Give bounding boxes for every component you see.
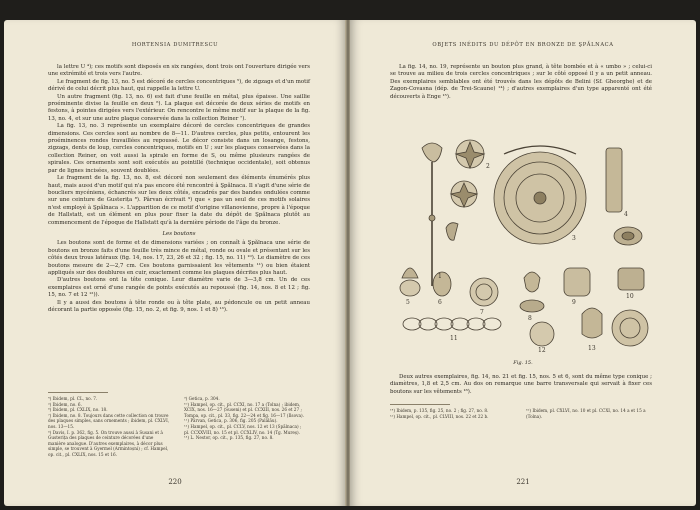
paragraph: Le fragment de fig. 13, no. 5 est décoré de cercles concentriques ⁵), de zigzags et d'un motif dérivé de celui décrit plus haut, qui rappelle la lettre U. <box>48 78 310 93</box>
paragraph: D'autres boutons ont la tête conique. Leur diamètre varie de 3—3,8 cm. Un de ces exemplaires est orné d'une rangée de points exécutés au repoussé (fig. 14, nos. 8 et 12 ; fig. 15, no. 7 et 12 ¹²)). <box>48 277 310 299</box>
paragraph: La fig. 14, no. 19, représente un bouton plus grand, à tête bombée et à « umbo » ; celui-ci se trouve au milieu de trois cercles concentriques ; sur le côté opposé il y a un petit anneau. Des exemplaires semblables ont été trouvés dans les dépôts de Belini (Sf. Gheorghe) et de Zagon-Covasna (dép. de Trei-Scaune) ¹⁴) ; d'autres exemplaires d'un type apparenté ont été découverts à Enge ¹⁵). <box>390 64 652 100</box>
footnote-rule <box>390 404 450 405</box>
figure-label: 9 <box>572 299 576 306</box>
right-page <box>350 20 696 506</box>
footnote: ⁷) Ibidem, no. 8. Toujours dans cette collection on trouve des plaques simples, sans ornements ; ibidem, pl. CXLVI, nos. 13—15. <box>48 412 170 429</box>
paragraph: Un autre fragment (fig. 13, no. 6) est fait d'une feuille en métal, plus épaisse. Une saillie proéminente divise la feuille en deux ⁶). La plaque est décorée de deux séries de motifs en festons, à pointes dirigées vers l'extérieur. On rencontre le même motif sur la plaque de la fig. 13, no. 4, et sur une autre plaque conservée dans la collection Reiner ⁷). <box>48 93 310 122</box>
figure-label: 12 <box>538 347 546 354</box>
paragraph: Deux autres exemplaires, fig. 14, no. 21 et fig. 15, nos. 5 et 6, sont du même type conique ; diamètres, 1,8 et 2,5 cm. Au dos on remarque une barre transversale qui servait à fixer ces boutons sur les vêtements ¹⁶). <box>390 374 652 395</box>
figure-label: 6 <box>438 299 442 306</box>
footnote: ¹⁵) Hampel, op. cit., pl. CLVIII, nos. 22 et 22 b. <box>390 413 489 419</box>
footnote: ¹¹) Pârvan, Getica, p. 306, fig. 205 (Palălău). <box>184 418 278 424</box>
figure-item-large-disc <box>494 146 586 244</box>
page-number-left: 220 <box>168 478 182 486</box>
footnote: ¹³) L. Nestor, op. cit., p. 135, fig. 27, no. 8. <box>184 435 274 441</box>
figure-item-round-buttons <box>530 308 648 346</box>
left-body-text <box>48 64 310 314</box>
section-title: Les boutons <box>162 230 196 237</box>
figure-item-star-buttons <box>446 140 484 240</box>
figure-label: 4 <box>624 211 628 218</box>
footnote-rule <box>48 392 108 393</box>
right-body-text <box>390 64 652 101</box>
figure-item-conical-buttons <box>400 268 644 312</box>
figure-item-pin <box>422 143 442 286</box>
paragraph: la lettre U ⁴); ces motifs sont disposés en six rangées, dont trois ont l'ouverture dirigée vers une extrémité et trois vers l'autre. <box>48 64 310 78</box>
figure-label: 1 <box>438 273 442 280</box>
figure-label: 5 <box>406 299 410 306</box>
footnote: ⁸) Davis, I. p. 362, fig. 5. On trouve aussi à Susani et à Gusterița des plaques de ceinture décorées d'une manière analogue. D'autres exemplaires, à décor plus simple, se trouvent à Gyermel (Armintoșni) ; cf. Hampel, op. cit., pl. CXLIX, nos. 15 et 16. <box>48 429 169 457</box>
running-head-left: HORTENSIA DUMITRESCU <box>131 42 219 48</box>
figure-label: 8 <box>528 315 532 322</box>
footnote-column <box>526 408 650 419</box>
figure-label: 3 <box>572 235 576 242</box>
figure-label: 7 <box>480 309 484 316</box>
figure-label: 2 <box>486 163 490 170</box>
running-head-right: OBJETS INÉDITS DU DÉPÔT EN BRONZE DE ŞPĂLNACA <box>432 42 614 48</box>
figure-item-tube <box>606 148 642 245</box>
footnote: ⁵) Ibidem, no. 6. <box>48 401 82 407</box>
paragraph: Il y a aussi des boutons à tête ronde ou à tête plate, au pédoncule ou un petit anneau décorant la partie opposée (fig. 15, no. 2, et fig. 9, nos. 1 et 8) ¹³). <box>48 299 310 313</box>
footnote: ¹⁰) Hampel, op. cit., pl. CCXI, no. 17 a (Tolna) ; ibidem, XCIX, nos. 16—27 (Suseni) et pl. CCXIII, nos. 26 et 27 ; Tompa, op. cit., pl. 33, fig. 22—24 et fig. 16—17 (Ilsova). <box>184 401 304 418</box>
footnote: ¹²) Hampel, op. cit., pl. CCLV, nos. 12 et 13 (Spălnaca) ; pl. CCXXVIII, no. 15 et pl. CCXLIV, no. 14 (Tg. Mureș). <box>184 423 302 435</box>
figure-label: 10 <box>626 293 634 300</box>
footnote-column <box>184 396 308 441</box>
right-body-text-after <box>390 374 652 396</box>
footnote: ⁶) Ibidem, pl. CXLIX, no. 18. <box>48 407 108 413</box>
paragraph: Le fragment de la fig. 13, no. 8, est décoré non seulement des éléments énumérés plus haut, mais aussi d'un motif qui n'a pas encore été rencontré à Şpălnaca. Il s'agit d'une série de boucliers mycéniens, échancrés sur les deux côtés, encadrés par des bandes ondulées comme sur une ceinture de Gusterița ⁸). Pârvan écrivait ⁹) que « pas un seul de ces motifs solaires n'est employé à Şpălnaca ». L'apparition de ce motif d'origine villanovienne, propre à l'époque de Hallstatt, est un élément en plus pour fixer la date du dépôt de Şpălnaca plutôt au commencement de l'époque de Hallstatt qu'à la dernière période de l'âge du bronze. <box>48 175 310 226</box>
footnote: ¹⁶) Ibidem, pl. CXLVI, no. 10 et pl. CCXI, no. 14 a et 15 a (Tolna). <box>526 408 646 419</box>
footnote: ¹⁴) Ibidem, p. 135, fig. 25, no. 2 ; fig. 27, no. 8. <box>390 408 489 413</box>
page-number-right: 221 <box>516 478 530 486</box>
footnote-column <box>390 408 514 419</box>
figure-label: 11 <box>450 335 458 342</box>
figure-caption: Fig. 15. <box>513 360 533 366</box>
left-page <box>4 20 346 506</box>
paragraph: La fig. 13, no. 3 représente un exemplaire décoré de cercles concentriques de grandes dimensions. Ces cercles sont au nombre de 8—11. D'autres cercles, plus petits, entourent les proéminences rondes travaillées au repoussé. Le décor consiste dans un losange, festons, zigzags, dents de loup, cercles concentriques, motifs en U ; sur les plaques conservées dans la collection Reiner, on voit aussi la spirale en forme de S, ou même plusieurs rangées de spirales. Ces ornements sont soit exécutés au pointillé (technique occidentale), soit obtenus par de lignes incisées, souvent doublées. <box>48 123 310 174</box>
bronze-objects-figure <box>392 128 658 356</box>
paragraph: Les boutons sont de forme et de dimensions variées ; on connaît à Şpălnaca une série de boutons en bronze faits d'une feuille très mince de métal, ronde ou ovale et présentant sur les côtés deux trous latéraux (fig. 14, nos. 17, 23, 26 et 32 ; fig. 15, no. 11) ¹⁰). Le diamètre de ces boutons mesure de 2—2,7 cm. Ces boutons garnissaient les vêtements ¹¹) ou bien étaient appliqués sur des doublures en cuir, exactement comme les plaques décrites plus haut. <box>48 240 310 276</box>
footnote-column <box>48 396 172 458</box>
figure-item-chain <box>403 318 501 330</box>
footnote: ⁹) Getica, p. 304. <box>184 396 220 401</box>
footnote: ⁴) Ibidem, pl. CL, no. 7. <box>48 396 98 401</box>
figure-label: 13 <box>588 345 596 352</box>
